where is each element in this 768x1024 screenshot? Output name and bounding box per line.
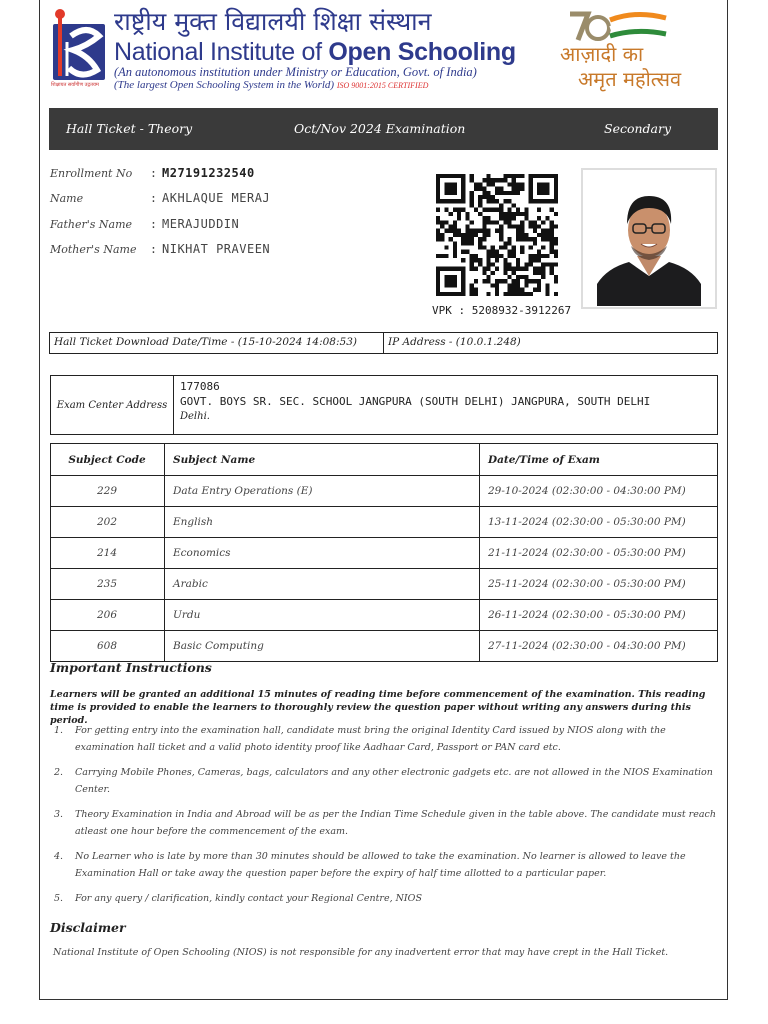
exam-datetime: 13-11-2024 (02:30:00 - 05:30:00 PM) xyxy=(480,507,718,538)
subject-code: 214 xyxy=(51,538,165,569)
subjects-header-row xyxy=(51,444,718,476)
instructions-list xyxy=(50,722,718,915)
exam-center-table xyxy=(50,375,718,435)
table-row xyxy=(51,476,718,507)
candidate-name: AKHLAQUE MERAJ xyxy=(162,191,271,205)
enrollment-number: M27191232540 xyxy=(162,166,255,180)
disclaimer-title: Disclaimer xyxy=(50,920,126,935)
subject-code: 206 xyxy=(51,600,165,631)
list-item-text: For getting entry into the examination hall, candidate must bring the original Identity Card issued by NIOS along with the examination hall ticket and a valid photo identity proof like Aadhaar Card, Passport or PAN card etc. xyxy=(75,725,666,753)
instructions-title: Important Instructions xyxy=(50,660,212,675)
list-item xyxy=(50,806,718,840)
org-name-bold: Open Schooling xyxy=(328,38,516,66)
exam-datetime: 27-11-2024 (02:30:00 - 04:30:00 PM) xyxy=(480,631,718,662)
subject-code: 229 xyxy=(51,476,165,507)
subject-code: 235 xyxy=(51,569,165,600)
list-item-number: 1. xyxy=(54,725,64,736)
logo-caption: शिक्षायत सर्वांगीण उद्गतयम xyxy=(51,82,99,88)
exam-center-value xyxy=(174,376,718,435)
exam-center-city: Delhi. xyxy=(180,411,210,422)
candidate-photo xyxy=(597,176,701,306)
qr-code-icon xyxy=(436,172,558,298)
table-row xyxy=(51,600,718,631)
list-item-text: For any query / clarification, kindly contact your Regional Centre, NIOS xyxy=(75,893,422,904)
list-item-number: 3. xyxy=(54,809,64,820)
azadi-text-line2: अमृत महोत्सव xyxy=(578,67,682,91)
hall-ticket-banner xyxy=(49,108,718,150)
mother-row: Mother's Name : NIKHAT PRAVEEN xyxy=(50,242,271,256)
exam-datetime: 25-11-2024 (02:30:00 - 05:30:00 PM) xyxy=(480,569,718,600)
header-subject-code: Subject Code xyxy=(51,444,165,476)
mother-name: NIKHAT PRAVEEN xyxy=(162,242,271,256)
list-item xyxy=(50,848,718,882)
enrollment-label: Enrollment No xyxy=(50,167,133,180)
org-subtitle-2 xyxy=(114,79,428,91)
table-row xyxy=(51,569,718,600)
download-datetime: Hall Ticket Download Date/Time - (15-10-2024 14:08:53) xyxy=(54,336,357,348)
subject-name: Data Entry Operations (E) xyxy=(165,476,480,507)
list-item xyxy=(50,764,718,798)
org-subtitle-1: (An autonomous institution under Ministry or Education, Govt. of India) xyxy=(114,65,477,79)
list-item xyxy=(50,722,718,756)
list-item-number: 5. xyxy=(54,893,64,904)
subjects-table xyxy=(50,443,718,662)
name-label: Name xyxy=(50,192,84,205)
disclaimer-text: National Institute of Open Schooling (NIOS) is not responsible for any inadvertent error that may have crept in the Hall Ticket. xyxy=(53,947,669,958)
banner-ticket-type: Hall Ticket - Theory xyxy=(66,121,193,136)
exam-center-address: GOVT. BOYS SR. SEC. SCHOOL JANGPURA (SOUTH DELHI) JANGPURA, SOUTH DELHI xyxy=(180,395,651,408)
name-row: Name : AKHLAQUE MERAJ xyxy=(50,191,271,205)
exam-center-code: 177086 xyxy=(180,380,220,393)
enrollment-row: Enrollment No : M27191232540 xyxy=(50,166,255,180)
mother-label: Mother's Name xyxy=(50,243,137,256)
list-item-number: 2. xyxy=(54,767,64,778)
org-subtitle-2-text: (The largest Open Schooling System in the World) xyxy=(114,79,335,91)
list-item-number: 4. xyxy=(54,851,64,862)
subject-name: Economics xyxy=(165,538,480,569)
exam-center-label: Exam Center Address xyxy=(51,376,174,435)
org-name-prefix: National Institute of xyxy=(114,38,329,66)
instructions-lead: Learners will be granted an additional 15 minutes of reading time before commencement of the examination. This reading time is provided to enable the learners to thoroughly review the question paper without writing any answers during this period. xyxy=(50,689,706,726)
subject-name: Basic Computing xyxy=(165,631,480,662)
org-name-english xyxy=(114,38,516,67)
subject-name: Urdu xyxy=(165,600,480,631)
subject-name: Arabic xyxy=(165,569,480,600)
banner-exam-session: Oct/Nov 2024 Examination xyxy=(294,121,466,136)
ip-address: IP Address - (10.0.1.248) xyxy=(388,336,521,348)
subject-name: English xyxy=(165,507,480,538)
father-name: MERAJUDDIN xyxy=(162,217,240,231)
azadi-text-line1: आज़ादी का xyxy=(560,42,644,66)
download-divider xyxy=(383,333,384,353)
list-item-text: Carrying Mobile Phones, Cameras, bags, calculators and any other electronic gadgets etc. are not allowed in the NIOS Examination Center. xyxy=(75,767,713,795)
list-item xyxy=(50,890,718,907)
download-info-box xyxy=(49,332,718,354)
nios-logo-icon xyxy=(51,6,109,84)
father-label: Father's Name xyxy=(50,218,133,231)
vpk-number: VPK : 5208932-3912267 xyxy=(432,304,572,317)
table-row xyxy=(51,631,718,662)
header-subject-name: Subject Name xyxy=(165,444,480,476)
banner-level: Secondary xyxy=(604,121,672,136)
table-row xyxy=(51,538,718,569)
exam-datetime: 26-11-2024 (02:30:00 - 05:30:00 PM) xyxy=(480,600,718,631)
subject-code: 608 xyxy=(51,631,165,662)
subject-code: 202 xyxy=(51,507,165,538)
header-exam-datetime: Date/Time of Exam xyxy=(480,444,718,476)
list-item-text: No Learner who is late by more than 30 minutes should be allowed to take the examination. No learner is allowed to leave the Examination Hall or take away the question paper before the expiry of half time allotted to a particular paper. xyxy=(75,851,686,879)
exam-datetime: 21-11-2024 (02:30:00 - 05:30:00 PM) xyxy=(480,538,718,569)
table-row xyxy=(51,507,718,538)
father-row: Father's Name : MERAJUDDIN xyxy=(50,217,240,231)
exam-datetime: 29-10-2024 (02:30:00 - 04:30:00 PM) xyxy=(480,476,718,507)
iso-certified-label: ISO 9001:2015 CERTIFIED xyxy=(336,81,429,90)
org-name-hindi: राष्ट्रीय मुक्त विद्यालयी शिक्षा संस्थान xyxy=(114,7,432,36)
list-item-text: Theory Examination in India and Abroad will be as per the Indian Time Schedule given in the table above. The candidate must reach atleast one hour before the commencement of the exam. xyxy=(75,809,716,837)
